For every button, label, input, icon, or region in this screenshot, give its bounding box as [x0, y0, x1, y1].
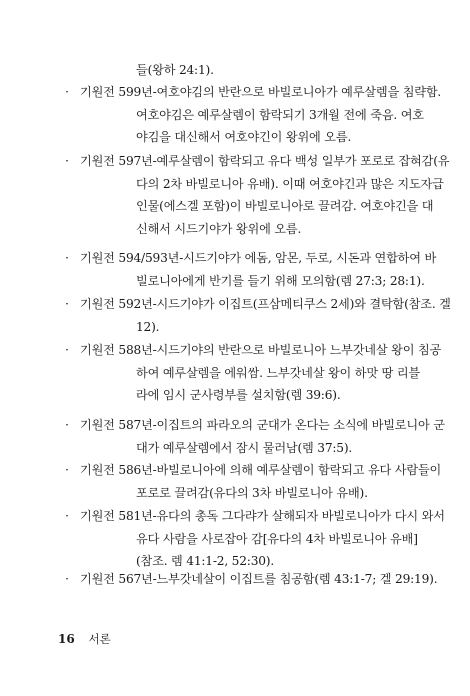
entry-continuation-line: 하여 예루살렘을 에워쌈. 느부갓네살 왕이 하맛 땅 리블 [136, 365, 421, 380]
entry-continuation-line: 신해서 시드기야가 왕위에 오름. [136, 221, 302, 236]
entry-continuation-line: 라에 임시 군사령부를 설치함(렘 39:6). [136, 388, 341, 402]
entry-continuation-line: 여호야김은 예루살렘이 함락되기 3개월 전에 죽음. 여호 [136, 107, 424, 122]
entry-continuation-line: 빌로니아에게 반기를 들기 위해 모의함(렘 27:3; 28:1). [136, 273, 425, 288]
list-bullet: · [65, 85, 69, 99]
entry-continuation-line: (참조. 렘 41:1-2, 52:30). [136, 554, 275, 568]
entry-first-line: 기원전 599년-여호야김의 반란으로 바빌로니아가 예루살렘을 침략함. [80, 85, 442, 99]
entry-continuation-line: 야김을 대신해서 여호야긴이 왕위에 오름. [136, 130, 352, 144]
list-bullet: · [65, 572, 69, 586]
list-bullet: · [65, 297, 69, 311]
entry-first-line: 기원전 567년-느부갓네살이 이집트를 침공함(렘 43:1-7; 겔 29:19). [80, 572, 438, 586]
list-bullet: · [65, 463, 69, 477]
list-bullet: · [65, 343, 69, 357]
entry-continuation-line: 대가 예루살렘에서 잠시 물러남(렘 37:5). [136, 440, 353, 455]
entry-first-line: 기원전 587년-이집트의 파라오의 군대가 온다는 소식에 바빌로니아 군 [80, 418, 445, 432]
page-footer [58, 631, 111, 647]
entry-continuation-line: 12). [136, 319, 160, 334]
continuation-line: 들(왕하 24:1). [136, 63, 214, 77]
entry-continuation-line: 다의 2차 바빌로니아 유배). 이때 여호야긴과 많은 지도자급 [136, 176, 444, 191]
entry-first-line: 기원전 592년-시드기야가 이집트(프삼메티쿠스 2세)와 결탁함(참조. 겔 [80, 297, 451, 311]
entry-first-line: 기원전 597년-예루살렘이 함락되고 유다 백성 일부가 포로로 잡혀감(유 [80, 154, 450, 168]
list-bullet: · [65, 509, 69, 523]
list-bullet: · [65, 154, 69, 168]
list-bullet: · [65, 418, 69, 432]
entry-first-line: 기원전 594/593년-시드기야가 에돔, 암몬, 두로, 시돈과 연합하여 바 [80, 251, 437, 265]
running-section-title: 서론 [88, 632, 111, 646]
entry-continuation-line: 인물(에스겔 포함)이 바빌로니아로 끌려감. 여호야긴을 대 [136, 199, 434, 213]
entry-continuation-line: 유다 사람을 사로잡아 감[유다의 4차 바빌로니아 유배] [136, 531, 418, 546]
entry-first-line: 기원전 581년-유다의 총독 그다랴가 살해되자 바빌로니아가 다시 와서 [80, 509, 445, 523]
list-bullet: · [65, 251, 69, 265]
page-number: 16 [58, 632, 75, 646]
entry-first-line: 기원전 586년-바빌로니아에 의해 예루살렘이 함락되고 유다 사람들이 [80, 463, 442, 477]
entry-continuation-line: 포로로 끌려감(유다의 3차 바빌로니아 유배). [136, 485, 368, 500]
entry-first-line: 기원전 588년-시드기야의 반란으로 바빌로니아 느부갓네살 왕이 침공 [80, 343, 442, 357]
